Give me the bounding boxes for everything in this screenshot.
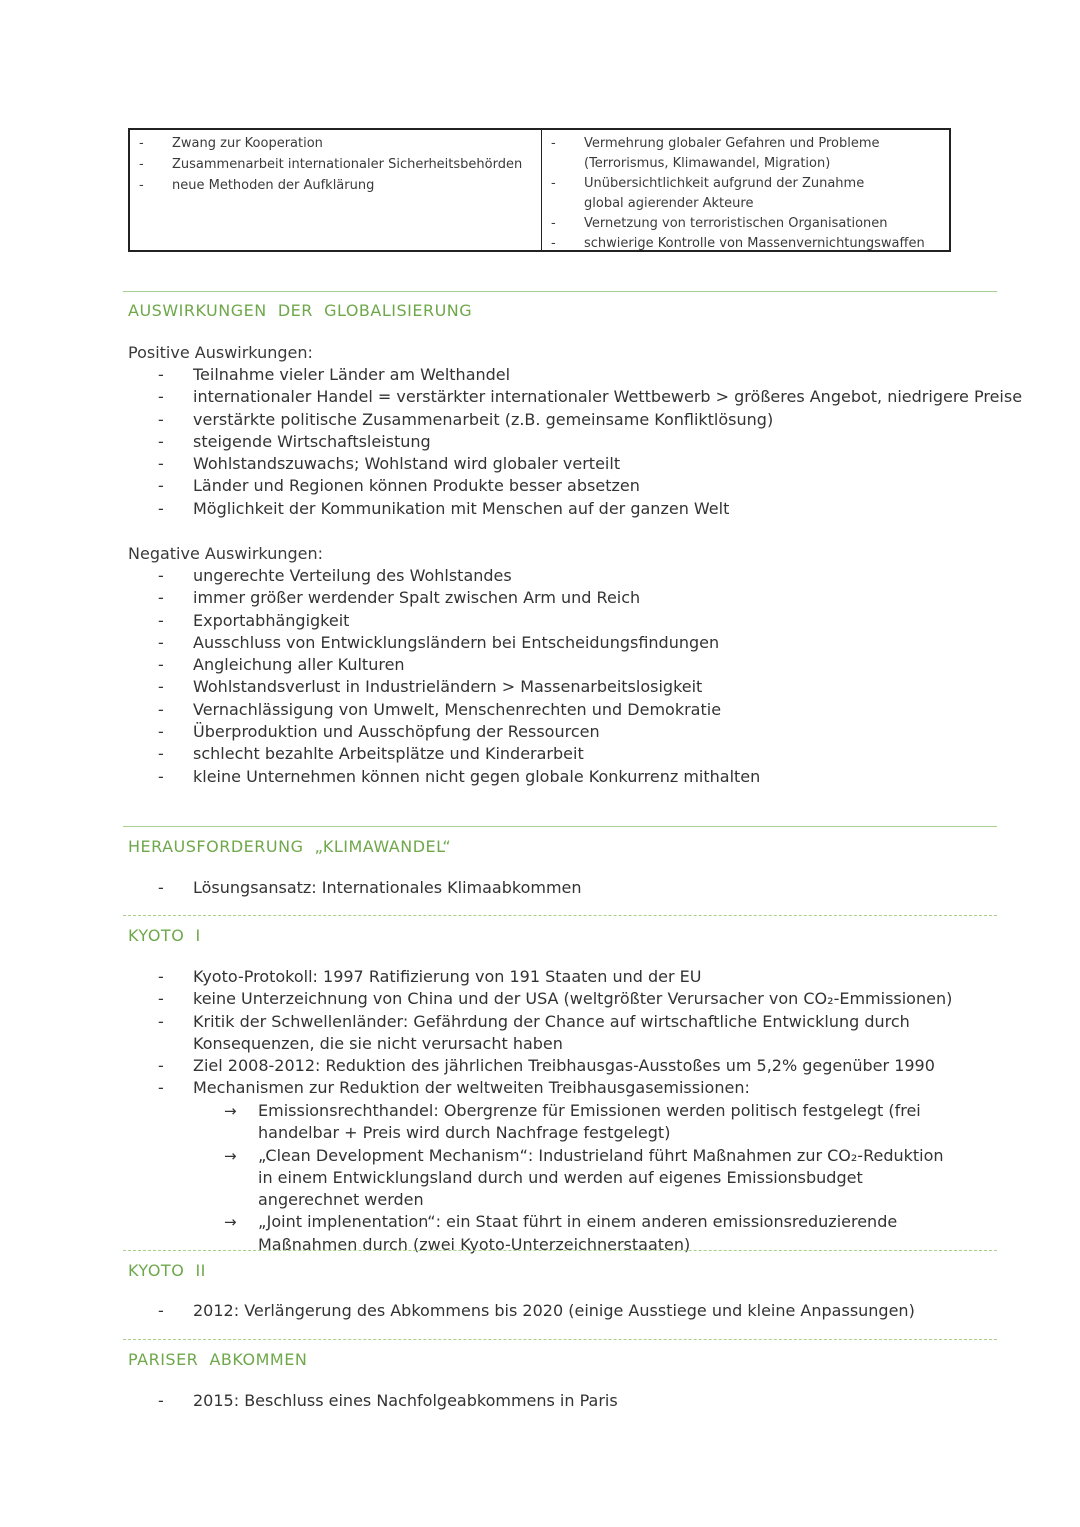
list-item: - schlecht bezahlte Arbeitsplätze und Kinderarbeit	[128, 743, 760, 765]
positive-label: Positive Auswirkungen:	[128, 343, 313, 362]
heading-klimawandel: HERAUSFORDERUNG „KLIMAWANDEL“	[128, 837, 452, 856]
mechanism-list	[128, 1100, 958, 1256]
list-item: - Länder und Regionen können Produkte besser absetzen	[128, 475, 1022, 497]
list-item: - Kritik der Schwellenländer: Gefährdung der Chance auf wirtschaftliche Entwicklung durch Konsequenzen, die sie nicht verursacht haben	[128, 1011, 913, 1056]
section-divider-dashed	[123, 1339, 997, 1340]
heading-kyoto-1: KYOTO I	[128, 926, 201, 945]
list-item: - Ziel 2008-2012: Reduktion des jährlichen Treibhausgas-Ausstoßes um 5,2% gegenüber 1990	[128, 1055, 952, 1077]
heading-pariser-abkommen: PARISER ABKOMMEN	[128, 1350, 308, 1369]
list-item: - verstärkte politische Zusammenarbeit (z.B. gemeinsame Konfliktlösung)	[128, 409, 1022, 431]
mechanism-text: „Joint implenentation“: ein Staat führt in einem anderen emissionsreduzierende Maßnahmen durch (zwei Kyoto-Unterzeichnerstaaten)	[258, 1212, 898, 1254]
table-left-item: - Zwang zur Kooperation	[130, 134, 541, 154]
heading-auswirkungen: AUSWIRKUNGEN DER GLOBALISIERUNG	[128, 301, 473, 320]
list-item: - Ausschluss von Entwicklungsländern bei Entscheidungsfindungen	[128, 632, 760, 654]
list-item: - 2015: Beschluss eines Nachfolgeabkommens in Paris	[128, 1390, 618, 1412]
mechanism-text: „Clean Development Mechanism“: Industrieland führt Maßnahmen zur CO₂-Reduktion in einem Entwicklungsland durch und werden auf eigenes Emissionsbudget angerechnet werden	[258, 1145, 944, 1210]
list-item: - Exportabhängigkeit	[128, 610, 760, 632]
table-right-item: - Unübersichtlichkeit aufgrund der Zunahme global agierender Akteure	[542, 174, 884, 214]
heading-kyoto-2: KYOTO II	[128, 1261, 206, 1280]
section-divider-dashed	[123, 1250, 997, 1251]
list-item: - keine Unterzeichnung von China und der USA (weltgrößter Verursacher von CO₂-Emmissionen)	[128, 988, 952, 1010]
list-item: - Vernachlässigung von Umwelt, Menschenrechten und Demokratie	[128, 699, 760, 721]
table-right-item: - schwierige Kontrolle von Massenvernichtungswaffen	[542, 234, 949, 254]
negative-label: Negative Auswirkungen:	[128, 544, 324, 563]
negative-list	[128, 565, 760, 788]
list-item: - Angleichung aller Kulturen	[128, 654, 760, 676]
klimawandel-list	[128, 877, 582, 899]
list-item: - Überproduktion und Ausschöpfung der Ressourcen	[128, 721, 760, 743]
arrow-right-icon: →	[224, 1102, 237, 1120]
section-divider	[123, 291, 997, 292]
table-left-column	[130, 130, 542, 250]
list-item: - steigende Wirtschaftsleistung	[128, 431, 1022, 453]
list-item: - kleine Unternehmen können nicht gegen globale Konkurrenz mithalten	[128, 766, 760, 788]
list-item: - ungerechte Verteilung des Wohlstandes	[128, 565, 760, 587]
list-item: - Wohlstandsverlust in Industrieländern > Massenarbeitslosigkeit	[128, 676, 760, 698]
list-item: - 2012: Verlängerung des Abkommens bis 2020 (einige Ausstiege und kleine Anpassungen)	[128, 1300, 915, 1322]
table-right-item: - Vernetzung von terroristischen Organisationen	[542, 214, 949, 234]
table-left-item: - neue Methoden der Aufklärung	[130, 176, 541, 196]
pro-contra-table	[128, 128, 951, 252]
arrow-right-icon: →	[224, 1146, 237, 1165]
kyoto1-list	[128, 966, 952, 1100]
list-item: - immer größer werdender Spalt zwischen Arm und Reich	[128, 587, 760, 609]
mechanism-item	[128, 1100, 958, 1145]
list-item: - Möglichkeit der Kommunikation mit Menschen auf der ganzen Welt	[128, 498, 1022, 520]
mechanism-text: Emissionsrechthandel: Obergrenze für Emissionen werden politisch festgelegt (frei handelbar + Preis wird durch Nachfrage festgelegt)	[258, 1101, 921, 1143]
paris-list	[128, 1390, 618, 1412]
positive-list	[128, 364, 1022, 520]
table-left-item: - Zusammenarbeit internationaler Sicherheitsbehörden	[130, 155, 541, 175]
list-item: - Kyoto-Protokoll: 1997 Ratifizierung von 191 Staaten und der EU	[128, 966, 952, 988]
mechanism-item	[128, 1145, 958, 1212]
section-divider	[123, 826, 997, 827]
section-divider-dashed	[123, 915, 997, 916]
arrow-right-icon: →	[224, 1213, 237, 1232]
list-item: - internationaler Handel = verstärkter internationaler Wettbewerb > größeres Angebot, niedrigere Preise	[128, 386, 1022, 408]
list-item: - Wohlstandszuwachs; Wohlstand wird globaler verteilt	[128, 453, 1022, 475]
table-right-item: - Vermehrung globaler Gefahren und Probleme (Terrorismus, Klimawandel, Migration)	[542, 134, 884, 174]
list-item: - Teilnahme vieler Länder am Welthandel	[128, 364, 1022, 386]
table-right-column	[542, 130, 949, 250]
list-item: - Mechanismen zur Reduktion der weltweiten Treibhausgasemissionen:	[128, 1077, 952, 1099]
list-item: - Lösungsansatz: Internationales Klimaabkommen	[128, 877, 582, 899]
kyoto2-list	[128, 1300, 915, 1322]
